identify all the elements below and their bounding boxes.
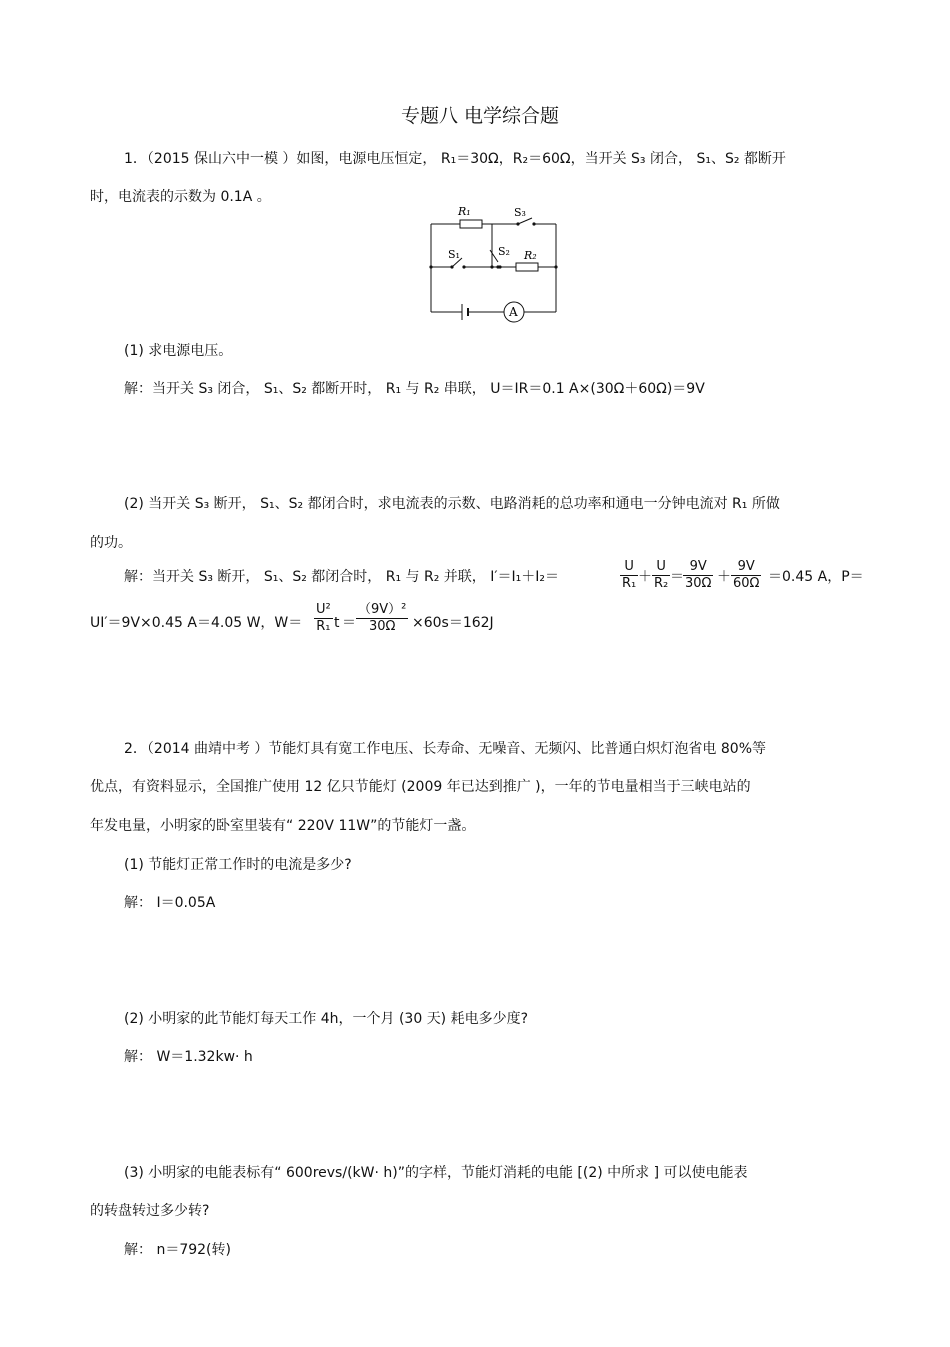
plus-sign: ＋ xyxy=(638,569,652,585)
q1-answer1: 解：当开关 S₃ 闭合， S₁、S₂ 都断开时， R₁ 与 R₂ 串联， U＝IR＝0.1 A×(30Ω＋60Ω)＝9V xyxy=(124,381,705,397)
q2-part3-line1: (3) 小明家的电能表标有“ 600revs/(kW· h)”的字样，节能灯消耗的电能 [(2) 中所求 ] 可以使电能表 xyxy=(124,1165,748,1181)
q1-stem-line1: 1．（2015 保山六中一模 ）如图，电源电压恒定， R₁＝30Ω，R₂＝60Ω，当开关 S₃ 闭合， S₁、S₂ 都断开 xyxy=(124,151,786,167)
plus-sign-2: ＋ xyxy=(717,569,731,585)
q2-part1: (1) 节能灯正常工作时的电流是多少? xyxy=(124,857,352,873)
circuit-diagram xyxy=(420,200,570,325)
q1-answer2-suffix: ＝0.45 A，P＝ xyxy=(768,569,864,585)
label-s1: S₁ xyxy=(448,248,460,261)
q1-answer2-line2-suffix: ×60s＝162J xyxy=(412,615,494,631)
fraction-u-over-r2: $\frac{U}{\text{R₂}}$ xyxy=(654,559,669,591)
q1-answer2-line2-prefix: UI′＝9V×0.45 A＝4.05 W，W＝ xyxy=(90,615,303,631)
q1-answer2-prefix: 解：当开关 S₃ 断开， S₁、S₂ 都闭合时， R₁ 与 R₂ 并联， I′＝I₁＋I₂＝ xyxy=(124,569,560,585)
label-s3-top: S₃ xyxy=(514,206,526,219)
fraction-9v-over-30: $\frac{9V}{30\Omega}$ xyxy=(685,559,712,591)
q1-part2-line2: 的功。 xyxy=(90,535,132,551)
q2-answer3: 解： n＝792(转) xyxy=(124,1242,231,1258)
q2-stem-line1: 2．（2014 曲靖中考 ）节能灯具有宽工作电压、长寿命、无噪音、无频闪、比普通白炽灯泡省电 80%等 xyxy=(124,741,767,757)
label-s2: S₂ xyxy=(498,245,510,258)
fraction-9v2-over-30: $\frac{\text{（9V）²}}{30\Omega}$ xyxy=(358,602,407,634)
label-r2: R₂ xyxy=(524,249,537,262)
fraction-u-over-r1: $\frac{U}{\text{R₁}}$ xyxy=(622,559,637,591)
page-title: 专题八 电学综合题 xyxy=(401,105,560,127)
label-ammeter: A xyxy=(509,305,518,319)
label-r1: R₁ xyxy=(458,205,471,218)
q2-part3-line2: 的转盘转过多少转? xyxy=(90,1203,210,1219)
q1-part1: (1) 求电源电压。 xyxy=(124,343,233,359)
q2-answer2: 解： W＝1.32kw· h xyxy=(124,1049,253,1065)
fraction-u2-over-r1: $\frac{\text{U²}}{\text{R₁}}$ xyxy=(316,602,331,634)
time-symbol: t xyxy=(334,615,340,631)
fraction-9v-over-60: $\frac{9V}{60\Omega}$ xyxy=(733,559,760,591)
equals-sign: ＝ xyxy=(670,569,684,585)
q2-stem-line3: 年发电量，小明家的卧室里装有“ 220V 11W”的节能灯一盏。 xyxy=(90,818,476,834)
equals-sign-2: ＝ xyxy=(342,615,356,631)
q1-stem-line2: 时，电流表的示数为 0.1A 。 xyxy=(90,189,271,205)
q1-part2-line1: (2) 当开关 S₃ 断开， S₁、S₂ 都闭合时，求电流表的示数、电路消耗的总功率和通电一分钟电流对 R₁ 所做 xyxy=(124,496,780,512)
q2-answer1: 解： I＝0.05A xyxy=(124,895,216,911)
resistor-r1 xyxy=(460,220,482,228)
resistor-r2 xyxy=(516,263,538,271)
q2-stem-line2: 优点，有资料显示，全国推广使用 12 亿只节能灯 (2009 年已达到推广 )，一年的节电量相当于三峡电站的 xyxy=(90,779,751,795)
q2-part2: (2) 小明家的此节能灯每天工作 4h，一个月 (30 天) 耗电多少度? xyxy=(124,1011,529,1027)
